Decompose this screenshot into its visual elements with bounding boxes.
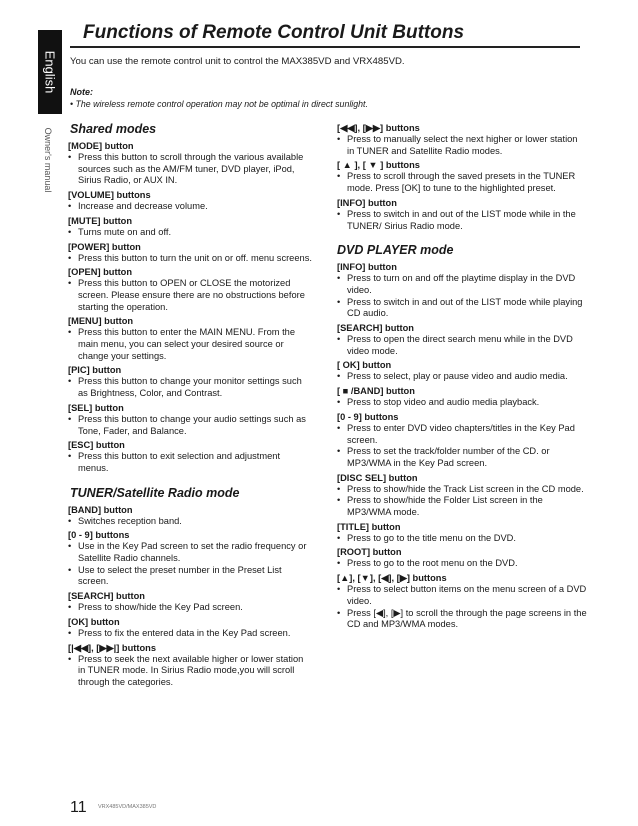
button-entry [337,385,587,409]
button-entry [337,411,587,470]
button-entry [337,521,587,545]
button-entry [68,504,312,528]
button-heading: [VOLUME] buttons [68,190,151,201]
description-text: Press to open the direct search menu while in the DVD video mode. [347,334,573,356]
button-entry [68,590,312,614]
description-text: Press to fix the entered data in the Key Pad screen. [78,627,291,638]
description-text: Press to switch in and out of the LIST mode while in the TUNER/ Sirius Radio mode. [347,208,576,231]
button-heading: [POWER] button [68,241,141,252]
button-description [68,253,312,265]
description-text: Turns mute on and off. [78,226,172,237]
description-text: Press this button to scroll through the various available sources such as the AM/FM tuner, DVD player, iPod, Sirius Radio, or AUX IN. [78,152,304,186]
button-description [68,327,312,362]
right-column [337,122,587,633]
button-description [68,628,312,640]
button-heading: [0 - 9] buttons [337,411,399,422]
button-description [68,516,312,528]
button-entry [68,439,312,474]
description-text: Press this button to change your audio settings such as Tone, Fader, and Balance. [78,413,306,436]
button-description [337,297,587,320]
left-column [68,122,312,691]
button-heading: [◀◀], [▶▶] buttons [337,123,420,133]
note-text-content: The wireless remote control operation may not be optimal in direct sunlight. [75,99,368,109]
button-description [337,273,587,296]
button-description [337,371,587,383]
description-text: Press to show/hide the Key Pad screen. [78,602,243,613]
button-entry [68,642,312,689]
button-description [337,495,587,518]
note-label: Note: [70,87,93,97]
button-heading: [SEL] button [68,402,124,413]
description-text: Switches reception band. [78,515,182,526]
description-text: Press to turn on and off the playtime display in the DVD video. [347,273,576,295]
button-heading: [0 - 9] buttons [68,530,130,541]
description-text: Press to go to the title menu on the DVD. [347,532,516,543]
button-entry [337,322,587,357]
button-description [337,209,587,232]
button-description [68,152,312,187]
button-entry [337,359,587,383]
button-description [68,376,312,399]
button-description [337,533,587,545]
button-description [337,608,587,631]
description-text: Press to manually select the next higher or lower station in TUNER and Satellite Radio modes. [347,134,578,156]
button-heading: [DISC SEL] button [337,472,418,483]
intro-text: You can use the remote control unit to control the MAX385VD and VRX485VD. [70,56,405,67]
button-description [337,423,587,446]
owners-manual-label: Owner's manual [43,127,53,193]
button-entry [68,315,312,362]
button-entry [337,122,587,157]
button-entry [68,241,312,265]
button-description [337,584,587,607]
button-heading: [ ■ /BAND] button [337,386,415,397]
button-heading: [SEARCH] button [68,591,145,602]
button-description [68,451,312,474]
button-description [337,446,587,469]
note-text: • The wireless remote control operation may not be optimal in direct sunlight. [70,99,368,109]
button-entry [68,140,312,187]
description-text: Press to set the track/folder number of the CD. or MP3/WMA in the Key Pad screen. [347,446,550,468]
button-heading: [|◀◀], [▶▶|] buttons [68,642,157,653]
button-heading: [▲], [▼], [◀], [▶] buttons [337,573,447,584]
button-entry [337,261,587,320]
description-text: Press [◀], [▶] to scroll the through the page screens in the CD and MP3/WMA modes. [347,607,587,630]
button-heading: [MODE] button [68,141,134,151]
description-text: Press to go to the root menu on the DVD. [347,558,518,569]
button-description [337,134,587,157]
button-heading: [ OK] button [337,360,392,371]
description-text: Press to show/hide the Track List screen in the CD mode. [347,483,584,494]
description-text: Press to select, play or pause video and audio media. [347,371,568,382]
button-heading: [OPEN] button [68,267,133,278]
button-heading: [ ▲ ], [ ▼ ] buttons [337,160,420,171]
description-text: Press to show/hide the Folder List screen in the MP3/WMA mode. [347,495,543,518]
button-entry [68,529,312,588]
button-description [68,602,312,614]
button-heading: [OK] button [68,616,120,627]
button-heading: [SEARCH] button [337,323,414,334]
button-heading: [TITLE] button [337,521,401,532]
button-heading: [ROOT] button [337,547,402,558]
section-title: Shared modes [70,122,157,136]
button-description [68,278,312,313]
description-text: Press to seek the next available higher or lower station in TUNER mode. In Sirius Radio mode,you will scroll through the categories. [78,653,304,687]
description-text: Use to select the preset number in the Preset List screen. [78,564,282,587]
language-tab [38,30,62,114]
button-heading: [PIC] button [68,365,122,376]
button-entry [68,189,312,213]
description-text: Press this button to exit selection and adjustment menus. [78,451,281,473]
section-title: TUNER/Satellite Radio mode [70,485,240,500]
title-rule [70,46,580,48]
description-text: Press to switch in and out of the LIST mode while playing CD audio. [347,296,583,319]
button-heading: [MENU] button [68,316,134,327]
description-text: Press to select button items on the menu screen of a DVD video. [347,584,587,606]
button-entry [68,402,312,437]
section-title: DVD PLAYER mode [337,243,454,258]
button-entry [337,572,587,631]
button-description [68,414,312,437]
page-number: 11 [70,799,87,816]
button-entry [337,159,587,194]
button-description [337,397,587,409]
language-tab-label: English [42,50,58,94]
button-description [68,227,312,239]
button-description [337,334,587,357]
button-entry [337,546,587,570]
button-entry [337,197,587,232]
description-text: Press to stop video and audio media playback. [347,397,540,408]
button-description [337,558,587,570]
description-text: Press this button to OPEN or CLOSE the motorized screen. Please ensure there are no obstructions before starting the operation. [78,278,305,312]
button-heading: [BAND] button [68,504,133,515]
button-description [337,484,587,496]
button-description [68,541,312,564]
button-entry [68,215,312,239]
button-entry [68,364,312,399]
button-heading: [ESC] button [68,440,125,451]
button-description [68,565,312,588]
description-text: Increase and decrease volume. [78,201,208,212]
button-heading: [INFO] button [337,197,397,208]
description-text: Use in the Key Pad screen to set the radio frequency or Satellite Radio channels. [78,541,307,564]
button-entry [68,616,312,640]
description-text: Press to scroll through the saved presets in the TUNER mode. Press [OK] to tune to the highlighted preset. [347,171,576,194]
button-description [68,654,312,689]
button-heading: [MUTE] button [68,215,133,226]
description-text: Press this button to enter the MAIN MENU. From the main menu, you can select your desired source or change your settings. [78,327,296,361]
button-description [337,171,587,194]
button-entry [68,266,312,313]
description-text: Press this button to turn the unit on or off. menu screens. [78,252,312,263]
footer-code: VRX485VD/MAX385VD [98,804,157,810]
description-text: Press to enter DVD video chapters/titles in the Key Pad screen. [347,422,575,445]
button-description [68,201,312,213]
button-entry [337,472,587,519]
description-text: Press this button to change your monitor settings such as Brightness, Color, and Contrast. [78,376,302,399]
page-title: Functions of Remote Control Unit Buttons [83,22,465,43]
button-heading: [INFO] button [337,262,397,273]
